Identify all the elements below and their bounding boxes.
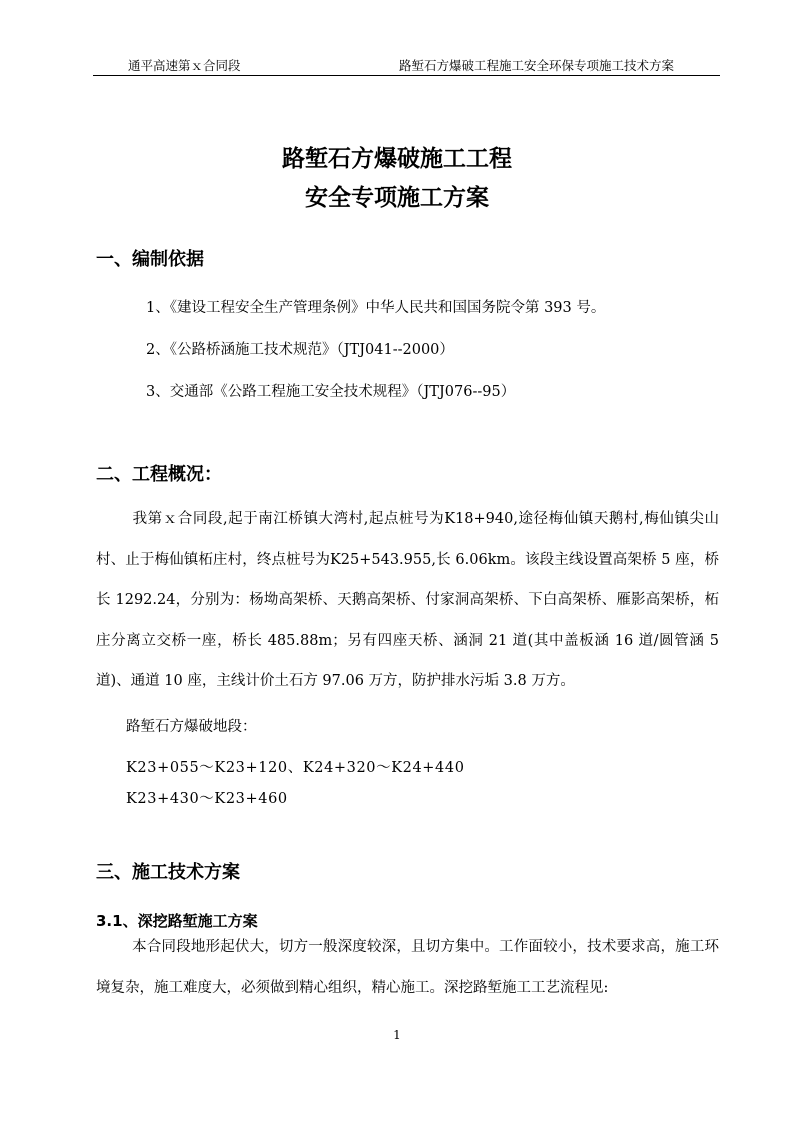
blasting-section-label: 路堑石方爆破地段： [126,719,257,735]
header-right-text: 路堑石方爆破工程施工安全环保专项施工技术方案 [398,58,674,73]
section2-heading: 二、工程概况： [96,464,222,485]
project-overview-paragraph [96,499,719,702]
blasting-range-1: K23+055～K23+120、K24+320～K24+440 [126,760,465,776]
construction-plan-paragraph [96,927,719,1008]
section3-heading: 三、施工技术方案 [96,862,240,883]
blasting-range-2: K23+430～K23+460 [126,791,288,807]
section1-heading: 一、编制依据 [96,249,204,270]
header-left-text: 通平高速第ｘ合同段 [128,58,241,73]
reference-item-2: 2、《公路桥涵施工技术规范》（JTJ041--2000） [146,342,454,358]
title-line-1: 路堑石方爆破施工工程 [282,146,512,172]
construction-plan-text: 本合同段地形起伏大，切方一般深度较深，且切方集中。工作面较小，技术要求高，施工环境复杂，施工难度大，必须做到精心组织，精心施工。深挖路堑施工工艺流程见: [96,939,719,996]
page-number: 1 [393,1028,401,1042]
title-line-2: 安全专项施工方案 [305,185,489,211]
header-divider [93,75,720,76]
project-overview-text: 我第ｘ合同段,起于南江桥镇大湾村,起点桩号为K18+940,途径梅仙镇天鹅村,梅仙镇尖山村、止于梅仙镇柘庄村，终点桩号为K25+543.955,长 6.06km。该段主线设置高架桥 5 座，桥长 1292.24，分别为：杨坳高架桥、天鹅高架桥、付家洞高架桥、下白高架桥、雁影高架桥，柘庄分离立交桥一座，桥长 485.88m；另有四座天桥、涵洞 21 道(其中盖板涵 16 道/圆管涵 5 道)、通道 10 座，主线计价土石方 97.06 万方，防护排水污垢 3.8 万方。 [96,511,719,689]
section3-subheading: 3.1、深挖路堑施工方案 [96,912,258,930]
reference-item-3: 3、交通部《公路工程施工安全技术规程》（JTJ076--95） [146,384,516,400]
reference-item-1: 1、《建设工程安全生产管理条例》中华人民共和国国务院令第 393 号。 [146,300,606,316]
